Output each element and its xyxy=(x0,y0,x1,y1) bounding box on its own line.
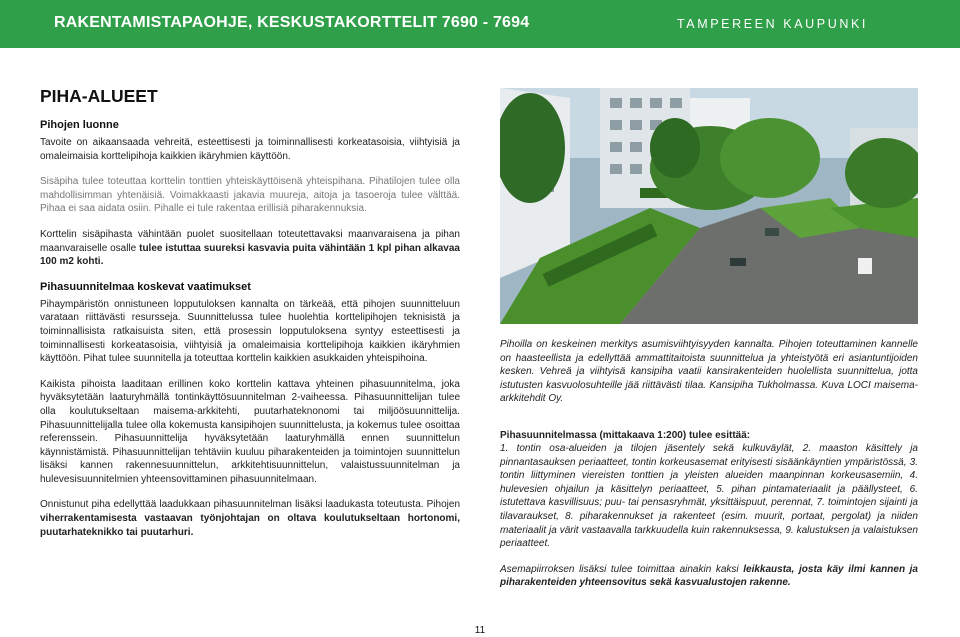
paragraph-shared-yard: Sisäpiha tulee toteuttaa korttelin tonttien yhteiskäyttöisenä yhteispihana. Pihatilojen tulee olla mahdollisimman yhtenäisiä. Voimakkaasti jakavia muureja, aitoja ja tasoeroja tulee välttää. Pihaa ei saa aidata osiin. Pihalle ei tule rakentaa erillisiä piharakennuksia. xyxy=(40,176,460,215)
page-header xyxy=(0,0,960,48)
sections-note-text: Asemapiirroksen lisäksi tulee toimittaa ainakin kaksi xyxy=(500,563,744,575)
paragraph-implementation-bold: viherrakentamisesta vastaavan työnjohtajan on oltava koulutukseltaan hortonomi, puutarhateknikko tai puutarhuri. xyxy=(40,513,460,538)
paragraph-resources: Pihaympäristön onnistuneen lopputuloksen kannalta on tärkeää, että pihojen suunnitteluun varataan riittävästi resursseja. Suunnittelussa tulee huolehtia korttelipihojen teknisistä ja toiminnallisista ratkaisuista siten, että prosessin lopputuloksena syntyy esteettisesti ja toiminnallisesti korkeatasoisia, viihtyisiä ja omaleimaisia korttelipihoja kaikkien ikäryhmien käyttöön. Pihat tulee suunnitella ja toteuttaa korttelin kaikkien asukkaiden yhteispihoina. xyxy=(40,298,460,365)
photo-caption-block xyxy=(500,338,918,406)
paragraph-trees xyxy=(40,228,460,269)
document-title: RAKENTAMISTAPAOHJE, KESKUSTAKORTTELIT 7690 - 7694 xyxy=(54,14,530,31)
sections-note xyxy=(500,563,918,590)
courtyard-photo xyxy=(500,88,918,324)
subheading-requirements: Pihasuunnitelmaa koskevat vaatimukset xyxy=(40,280,251,293)
plan-requirements-block xyxy=(500,430,918,602)
plan-requirements-title: Pihasuunnitelmassa (mittakaava 1:200) tulee esittää: xyxy=(500,430,751,441)
paragraph-implementation xyxy=(40,498,460,539)
plan-requirements-list: 1. tontin osa-alueiden ja tilojen jäsentely sekä kulkuväylät, 2. maaston käsittely ja pinnantasauksen periaatteet, tontin korkeusasemat erityisesti sisäänkäyntien ympäristössä, 3. tontin liittyminen viereisten tonttien ja yleisten alueiden maanpinnan korkeusasemiin, 4. hulevesien ohjailun ja käsittelyn periaatteet, 5. pihan pintamateriaalit ja päällysteet, 6. istutettava kasvillisuus; puu- tai pensasryhmät, yksittäispuut, perennat, 7. toimintojen sijainti ja tilavaraukset, 8. piharakennukset ja rakenteet (esim. muurit, portaat, pergolat) ja niiden materiaalit ja värit vastaavalla tarkkuudella kuin rakennuksessa, 9. kalustuksen ja valaistuksen periaatteet. xyxy=(500,443,918,550)
courtyard-illustration xyxy=(500,88,918,324)
city-name: TAMPEREEN KAUPUNKI xyxy=(676,17,868,31)
photo-caption: Pihoilla on keskeinen merkitys asumisviihtyisyyden kannalta. Pihojen toteuttaminen kannelle on haasteellista ja edellyttää ammattitaitoista suunnittelua ja yhteistyötä eri asiantuntijoiden kesken. Vehreä ja viihtyisä kansipiha vaatii kansirakenteiden huolellista suunnittelua, jotta istutusten kasvuolosuhteille jää riittävästi tilaa. Kansipiha Tukholmassa. Kuva LOCI maisema-arkkitehdit Oy. xyxy=(500,339,918,405)
sections-note-bold: leikkausta, josta käy ilmi kannen ja piharakenteiden yhteensovitus sekä kasvualustojen rakenne. xyxy=(500,563,918,589)
page-number: 11 xyxy=(474,625,486,636)
paragraph-goal: Tavoite on aikaansaada vehreitä, esteettisesti ja toiminnallisesti korkeatasoisia, viihtyisiä ja omaleimaisia korttelipihoja kaikkien ikäryhmien käyttöön. xyxy=(40,137,460,162)
section-title: PIHA-ALUEET xyxy=(40,86,158,106)
paragraph-trees-bold: tulee istuttaa suureksi kasvavia puita vähintään 1 kpl pihan alkavaa 100 m2 kohti. xyxy=(40,242,460,268)
left-column xyxy=(40,86,460,551)
paragraph-trees-text: Korttelin sisäpihasta vähintään puolet suositellaan toteutettavaksi maanvaraisena ja pihan maanvaraiselle osalle xyxy=(40,228,460,254)
subheading-pihojen-luonne: Pihojen luonne xyxy=(40,119,119,131)
paragraph-implementation-text: Onnistunut piha edellyttää laadukkaan pihasuunnitelman lisäksi laadukasta toteutusta. Pihojen xyxy=(40,499,460,511)
paragraph-designer: Kaikista pihoista laaditaan erillinen koko korttelin kattava yhteinen pihasuunnitelma, joka hyväksytetään laaturyhmällä tontinkäyttösuunnitelman 2-vaiheessa. Pihasuunnittelijan tulee olla koulutukseltaan maisema-arkkitehti, puutarhateknonomi tai miljöösuunnittelija. Pihasuunnittelijalla tulee olla kokemusta kansipihojen suunnittelusta, ja kokemus tulee osoittaa referenssein. Pihasuunnittelija hyväksytetään laaturyhmällä ennen suunnittelun käynnistämistä. Pihasuunnittelijan tehtäviin kuuluu piharakenteiden ja toimintojen suunnittelun lisäksi kannen rakennesuunnittelun, arkkitehtisuunnittelun, valaistussuunnitelman ja hulevesisuunnitelmien yhteensovittaminen pihasuunnitelmaan. xyxy=(40,378,460,485)
